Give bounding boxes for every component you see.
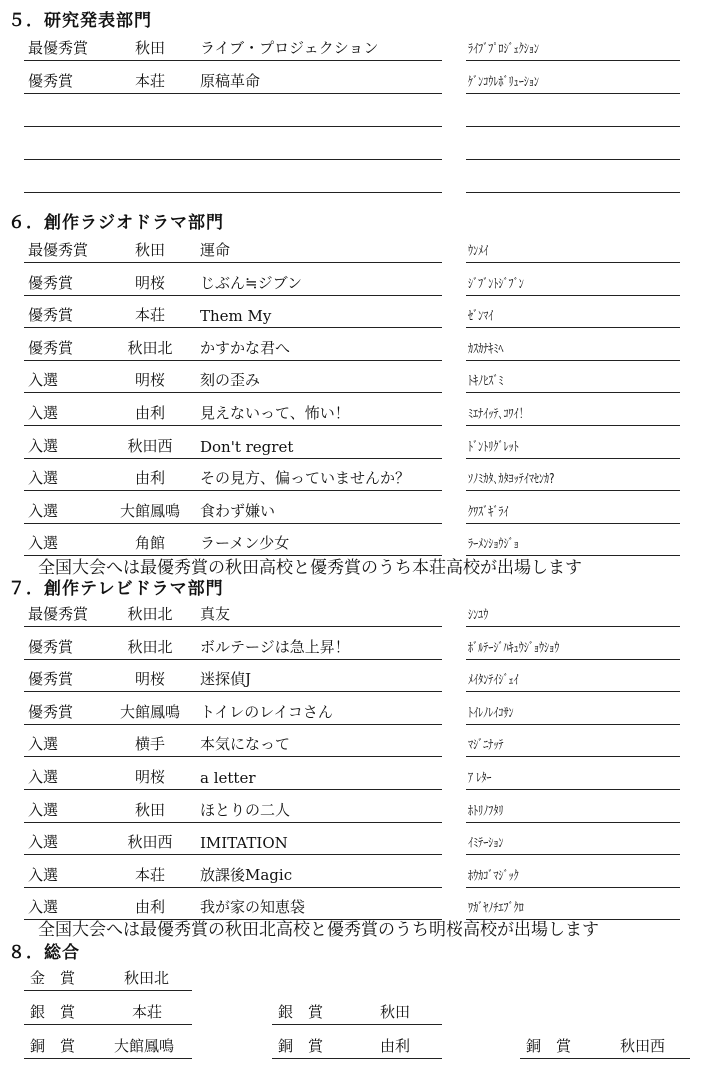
work-title: じぶん≒ジブン	[200, 273, 302, 292]
result-row	[0, 665, 714, 695]
section-heading-tv-drama: ７．創作テレビドラマ部門	[8, 579, 224, 599]
result-line	[24, 236, 442, 263]
work-title: ラーメン少女	[200, 534, 290, 553]
result-row	[0, 236, 714, 266]
result-line	[24, 464, 442, 491]
result-line	[24, 34, 442, 61]
title-kana: ﾎｳｶｺﾞﾏｼﾞｯｸ	[468, 868, 519, 884]
kana-line	[466, 269, 680, 296]
award-label: 入選	[28, 898, 59, 917]
result-row	[0, 100, 714, 130]
work-title: 原稿革命	[200, 72, 261, 90]
work-title: Them My	[200, 307, 272, 326]
work-title: かすかな君へ	[200, 338, 291, 357]
result-row	[0, 763, 714, 793]
school-name: 秋田西	[127, 436, 173, 455]
kana-line	[466, 399, 680, 426]
school-name: 秋田	[134, 39, 165, 57]
silver-award-2	[272, 1000, 442, 1025]
work-title: 真友	[200, 605, 231, 623]
silver-school: 本荘	[132, 1003, 163, 1021]
award-label: 優秀賞	[28, 670, 74, 689]
work-title: 運命	[200, 241, 231, 259]
result-line	[24, 432, 442, 459]
work-title: その見方、偏っていませんか？	[200, 469, 411, 488]
award-label: 優秀賞	[28, 306, 74, 325]
kana-line	[466, 861, 680, 888]
work-title: 本気になって	[200, 735, 291, 754]
award-label: 最優秀賞	[28, 605, 89, 623]
kana-line	[466, 67, 680, 94]
title-kana: ｼﾝﾕｳ	[468, 608, 489, 623]
work-title: 放課後Magic	[200, 865, 293, 884]
title-kana: ｸﾜｽﾞｷﾞﾗｲ	[468, 504, 509, 520]
award-label: 入選	[28, 404, 59, 422]
title-kana: ﾎﾞﾙﾃｰｼﾞﾊｷｭｳｼﾞｮｳｼｮｳ	[468, 640, 560, 656]
award-label: 入選	[28, 469, 59, 488]
kana-line	[466, 133, 680, 160]
school-name: 由利	[134, 404, 165, 422]
result-line	[24, 334, 442, 361]
result-line	[24, 633, 442, 660]
kana-line	[466, 432, 680, 459]
bronze-label: 銅 賞	[526, 1037, 572, 1055]
result-line	[24, 166, 442, 193]
school-name: 由利	[134, 469, 165, 488]
bronze-label: 銅 賞	[30, 1037, 76, 1055]
award-label: 優秀賞	[28, 338, 74, 357]
result-row	[0, 464, 714, 494]
kana-line	[466, 100, 680, 127]
result-row	[0, 698, 714, 728]
award-label: 入選	[28, 534, 59, 553]
title-kana: ｱ ﾚﾀｰ	[468, 771, 492, 786]
title-kana: ｿﾉﾐｶﾀ､ｶﾀﾖｯﾃｲﾏｾﾝｶ?	[468, 472, 555, 488]
work-title: a letter	[200, 769, 256, 787]
result-line	[24, 67, 442, 94]
school-name: 明桜	[134, 670, 165, 689]
work-title: 迷探偵J	[200, 670, 252, 689]
silver-label: 銀 賞	[30, 1003, 76, 1021]
award-label: 入選	[28, 768, 59, 786]
school-name: 秋田	[134, 241, 165, 259]
award-label: 優秀賞	[28, 702, 74, 721]
school-name: 本荘	[134, 72, 165, 90]
work-title: ボルテージは急上昇！	[200, 637, 350, 656]
result-line	[24, 497, 442, 524]
kana-line	[466, 497, 680, 524]
title-kana: ﾄｷﾉﾋｽﾞﾐ	[468, 374, 504, 390]
kana-line	[466, 698, 680, 725]
result-line	[24, 399, 442, 426]
result-line	[24, 133, 442, 160]
kana-line	[466, 600, 680, 627]
gold-award-row	[24, 966, 192, 991]
work-title: 見えないって、怖い！	[200, 404, 350, 422]
result-row	[0, 334, 714, 364]
title-kana: ｶｽｶﾅｷﾐﾍ	[468, 341, 504, 357]
kana-line	[466, 34, 680, 61]
title-kana: ﾐｴﾅｲｯﾃ､ｺﾜｲ！	[468, 407, 529, 422]
kana-line	[466, 334, 680, 361]
result-line	[24, 665, 442, 692]
work-title: トイレのレイコさん	[200, 702, 333, 721]
award-label: 最優秀賞	[28, 39, 89, 57]
result-line	[24, 796, 442, 823]
kana-line	[466, 633, 680, 660]
result-row	[0, 828, 714, 858]
title-kana: ｼﾞﾌﾞﾝﾄｼﾞﾌﾞﾝ	[468, 276, 524, 292]
work-title: Don't regret	[200, 437, 294, 456]
award-label: 入選	[28, 436, 59, 455]
kana-line	[466, 464, 680, 491]
school-name: 本荘	[134, 865, 165, 884]
bronze-school: 大館鳳鳴	[114, 1037, 175, 1055]
result-row	[0, 301, 714, 331]
title-kana: ﾒｲﾀﾝﾃｲｼﾞｪｲ	[468, 673, 519, 689]
bronze-school: 秋田西	[620, 1037, 666, 1055]
national-note-radio: 全国大会へは最優秀賞の秋田高校と優秀賞のうち本荘高校が出場します	[38, 558, 582, 578]
kana-line	[466, 665, 680, 692]
work-title: ほとりの二人	[200, 800, 291, 819]
school-name: 大館鳳鳴	[119, 702, 180, 721]
result-row	[0, 432, 714, 462]
result-row	[0, 633, 714, 663]
result-line	[24, 763, 442, 790]
section-heading-radio-drama: ６．創作ラジオドラマ部門	[8, 213, 224, 233]
result-row	[0, 600, 714, 630]
kana-line	[466, 763, 680, 790]
award-label: 最優秀賞	[28, 241, 89, 259]
result-row	[0, 366, 714, 396]
kana-line	[466, 236, 680, 263]
result-line	[24, 861, 442, 888]
title-kana: ﾗｲﾌﾞﾌﾟﾛｼﾞｪｸｼｮﾝ	[468, 42, 539, 57]
bronze-award-2	[272, 1034, 442, 1059]
result-row	[0, 796, 714, 826]
school-name: 秋田西	[127, 833, 173, 852]
school-name: 秋田北	[127, 338, 173, 357]
result-line	[24, 600, 442, 627]
result-row	[0, 497, 714, 527]
award-label: 入選	[28, 371, 59, 390]
work-title: ライブ・プロジェクション	[200, 39, 379, 57]
result-line	[24, 698, 442, 725]
school-name: 秋田北	[127, 605, 173, 623]
work-title: IMITATION	[200, 834, 288, 853]
award-label: 優秀賞	[28, 637, 74, 656]
result-line	[24, 366, 442, 393]
result-line	[24, 301, 442, 328]
school-name: 明桜	[134, 768, 165, 786]
bronze-award-1	[24, 1034, 192, 1059]
award-label: 入選	[28, 800, 59, 819]
title-kana: ﾄｲﾚﾉﾚｲｺｻﾝ	[468, 705, 514, 721]
result-row	[0, 133, 714, 163]
result-row	[0, 166, 714, 196]
title-kana: ﾗｰﾒﾝｼｮｳｼﾞｮ	[468, 537, 519, 553]
result-row	[0, 730, 714, 760]
school-name: 本荘	[134, 306, 165, 325]
kana-line	[466, 730, 680, 757]
school-name: 秋田	[134, 800, 165, 819]
title-kana: ﾄﾞﾝﾄﾘｸﾞﾚｯﾄ	[468, 439, 519, 455]
section-heading-overall: ８．総合	[8, 943, 80, 963]
result-line	[24, 269, 442, 296]
result-row	[0, 861, 714, 891]
award-label: 優秀賞	[28, 72, 74, 90]
kana-line	[466, 366, 680, 393]
bronze-school: 由利	[380, 1037, 411, 1055]
school-name: 秋田北	[127, 637, 173, 656]
gold-label: 金 賞	[30, 969, 76, 987]
title-kana: ﾜｶﾞﾔﾉﾁｴﾌﾞｸﾛ	[468, 901, 524, 917]
result-line	[24, 828, 442, 855]
award-label: 優秀賞	[28, 273, 74, 292]
result-line	[24, 730, 442, 757]
school-name: 横手	[134, 735, 165, 754]
silver-label: 銀 賞	[278, 1003, 324, 1021]
award-label: 入選	[28, 501, 59, 520]
award-label: 入選	[28, 735, 59, 754]
kana-line	[466, 301, 680, 328]
title-kana: ｳﾝﾒｲ	[468, 244, 489, 259]
award-label: 入選	[28, 833, 59, 852]
national-note-tv: 全国大会へは最優秀賞の秋田北高校と優秀賞のうち明桜高校が出場します	[38, 920, 599, 940]
silver-award-1	[24, 1000, 192, 1025]
school-name: 大館鳳鳴	[119, 501, 180, 520]
result-row	[0, 399, 714, 429]
work-title: 刻の歪み	[200, 371, 261, 390]
kana-line	[466, 828, 680, 855]
kana-line	[466, 796, 680, 823]
result-row	[0, 34, 714, 64]
result-row	[0, 67, 714, 97]
title-kana: ﾎﾄﾘﾉﾌﾀﾘ	[468, 803, 504, 819]
silver-school: 秋田	[380, 1003, 411, 1021]
kana-line	[466, 166, 680, 193]
bronze-label: 銅 賞	[278, 1037, 324, 1055]
title-kana: ｹﾞﾝｺｳﾚﾎﾞﾘｭｰｼｮﾝ	[468, 75, 539, 90]
result-row	[0, 269, 714, 299]
award-label: 入選	[28, 865, 59, 884]
title-kana: ﾏｼﾞﾆﾅｯﾃ	[468, 738, 504, 754]
title-kana: ｾﾞﾝﾏｲ	[468, 309, 494, 325]
school-name: 由利	[134, 898, 165, 917]
work-title: 我が家の知恵袋	[200, 898, 306, 917]
title-kana: ｲﾐﾃｰｼｮﾝ	[468, 836, 504, 852]
bronze-award-3	[520, 1034, 690, 1059]
school-name: 明桜	[134, 371, 165, 390]
school-name: 角館	[134, 534, 165, 553]
work-title: 食わず嫌い	[200, 501, 276, 520]
section-heading-research: ５．研究発表部門	[8, 11, 152, 31]
result-line	[24, 100, 442, 127]
gold-school: 秋田北	[124, 969, 170, 987]
school-name: 明桜	[134, 273, 165, 292]
